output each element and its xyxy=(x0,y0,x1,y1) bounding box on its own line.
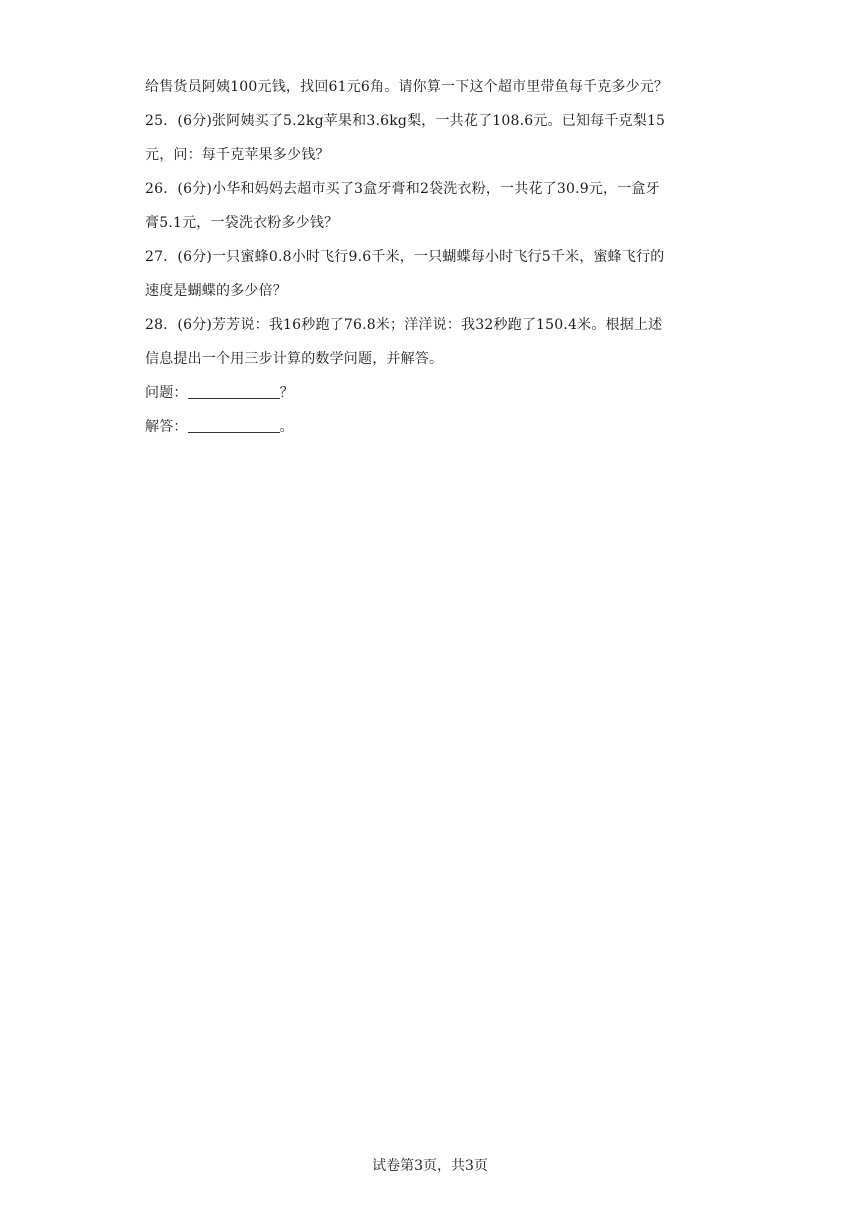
q25-line-1: 25．(6分)张阿姨买了5.2kg苹果和3.6kg梨，一共花了108.6元。已知每千克梨15 xyxy=(145,113,666,129)
page-footer: 试卷第3页，共3页 xyxy=(372,1158,488,1174)
q25-line-2: 元，问：每千克苹果多少钱？ xyxy=(145,147,330,163)
question-end-mark: ？ xyxy=(279,385,294,401)
q27-line-2: 速度是蝴蝶的多少倍？ xyxy=(145,283,287,299)
q27-line-1: 27．(6分)一只蜜蜂0.8小时飞行9.6千米，一只蝴蝶每小时飞行5千米，蜜蜂飞行的 xyxy=(145,249,665,265)
answer-blank[interactable] xyxy=(188,416,280,433)
q24-continuation-line: 给售货员阿姨100元钱，找回61元6角。请你算一下这个超市里带鱼每千克多少元？ xyxy=(145,79,669,95)
q28-question-row xyxy=(145,376,725,410)
answer-label: 解答： xyxy=(145,419,188,435)
question-blank[interactable] xyxy=(188,382,280,399)
q28-line-2: 信息提出一个用三步计算的数学问题，并解答。 xyxy=(145,351,444,367)
q28-answer-row xyxy=(145,410,725,444)
question-content xyxy=(145,70,725,444)
q26-line-1: 26．(6分)小华和妈妈去超市买了3盒牙膏和2袋洗衣粉，一共花了30.9元，一盒牙 xyxy=(145,181,660,197)
question-label: 问题： xyxy=(145,385,188,401)
answer-end-mark: 。 xyxy=(279,419,294,435)
q26-line-2: 膏5.1元，一袋洗衣粉多少钱？ xyxy=(145,215,339,231)
q28-line-1: 28．(6分)芳芳说：我16秒跑了76.8米；洋洋说：我32秒跑了150.4米。根据上述 xyxy=(145,317,663,333)
